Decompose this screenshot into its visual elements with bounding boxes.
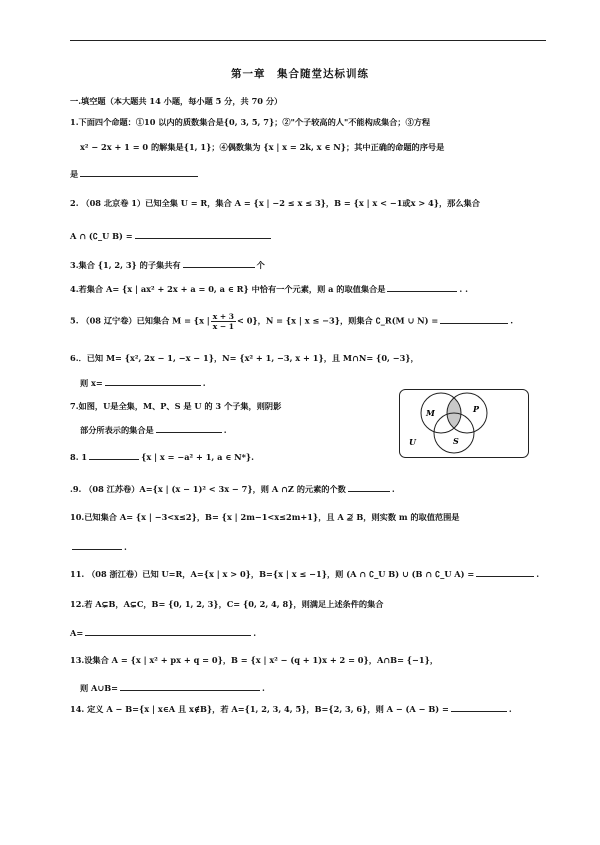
- answer-blank-11[interactable]: [476, 567, 534, 577]
- question-13-line-1: 13.设集合 A = {x | x² + px + q = 0}，B = {x | x² − (q + 1)x + 2 = 0}，A∩B= {−1}，: [70, 655, 439, 665]
- answer-blank-6[interactable]: [105, 376, 201, 386]
- answer-blank-7[interactable]: [156, 423, 222, 433]
- question-7-line-1: 7.如图，U是全集，M、P、S 是 U 的 3 个子集，则阴影: [70, 401, 282, 411]
- answer-blank-14[interactable]: [451, 702, 507, 712]
- question-5: 5. （08 辽宁卷）已知集合 M = {x | $\frac{x + 3}{x - 1}$ < 0}，N = {x | x ≤ −3}，则集合 ∁_R(M ∪ N) = .: [70, 312, 514, 331]
- answer-blank-13[interactable]: [120, 681, 260, 691]
- venn-label-m: M: [426, 408, 435, 418]
- question-2-line-2: [70, 229, 273, 242]
- answer-blank-12[interactable]: [85, 626, 251, 636]
- question-1-line-1: 1.下面四个命题：①10 以内的质数集合是{0, 3, 5, 7}；②"个子较高的人"不能构成集合；③方程: [70, 117, 431, 127]
- fraction-denominator: x − 1: [212, 322, 234, 331]
- answer-blank-2[interactable]: [135, 229, 271, 239]
- question-7-tail: 部分所表示的集合是: [80, 425, 154, 435]
- question-5-text-b: < 0}，N = {x | x ≤ −3}，则集合 ∁_R(M ∪ N) =: [236, 315, 439, 326]
- question-14: 14. 定义 A − B={x | x∈A 且 x∉B}，若 A={1, 2, 3, 4, 5}，B={2, 3, 6}，则 A − (A − B) = .: [70, 704, 512, 714]
- header-rule: [70, 40, 546, 41]
- question-13-line-2: 则 A∪B= .: [80, 683, 265, 693]
- answer-blank-4[interactable]: [387, 282, 457, 292]
- question-1-tail: 是: [70, 169, 79, 179]
- page-title: 第一章 集合随堂达标训练: [231, 68, 369, 80]
- question-11: 11. （08 浙江卷）已知 U=R，A={x | x > 0}，B={x | x ≤ −1}，则 (A ∩ ∁_U B) ∪ (B ∩ ∁_U A) = .: [70, 569, 540, 579]
- question-9: [70, 482, 395, 495]
- venn-diagram: [399, 389, 529, 458]
- question-4: 4.若集合 A= {x | ax² + 2x + a = 0, a ∈ R} 中恰有一个元素，则 a 的取值集合是 . .: [70, 284, 468, 294]
- question-13-tail: 则 A∪B=: [80, 683, 119, 693]
- answer-blank-10[interactable]: [72, 540, 122, 550]
- question-3-text: 3.集合 {1, 2, 3} 的子集共有: [70, 260, 181, 270]
- venn-label-u: U: [409, 437, 416, 447]
- question-12-line-1: 12.若 A⊊B，A⊊C，B= {0, 1, 2, 3}，C= {0, 2, 4, 8}，则满足上述条件的集合: [70, 599, 384, 609]
- question-1-line-2: x² − 2x + 1 = 0 的解集是{1, 1}；④偶数集为 {x | x = 2k, x ∈ N}；其中正确的命题的序号是: [80, 142, 445, 152]
- question-9-end: .: [391, 484, 395, 494]
- question-8-num: 8. 1: [70, 452, 88, 462]
- question-6-line-2: 则 x= .: [80, 378, 206, 388]
- question-11-text: 11. （08 浙江卷）已知 U=R，A={x | x > 0}，B={x | x ≤ −1}，则 (A ∩ ∁_U B) ∪ (B ∩ ∁_U A) =: [70, 569, 475, 579]
- section-heading: 一.填空题（本大题共 14 小题，每小题 5 分，共 70 分）: [70, 96, 283, 106]
- question-12-line-2: A= .: [70, 628, 257, 638]
- answer-blank-3[interactable]: [183, 258, 255, 268]
- answer-blank-5[interactable]: [440, 314, 508, 324]
- venn-label-p: P: [473, 404, 480, 414]
- question-3-unit: 个: [256, 260, 265, 270]
- question-5-fraction: [211, 312, 236, 331]
- question-10-line-2: [70, 540, 127, 553]
- question-2-expr: A ∩ (∁_U B) =: [70, 231, 133, 241]
- fraction-numerator: x + 3: [212, 312, 234, 321]
- venn-label-s: S: [453, 436, 459, 446]
- universal-set-box: [400, 390, 529, 458]
- question-6-line-1: 6.．已知 M= {x², 2x − 1, −x − 1}，N= {x² + 1, −3, x + 1}，且 M∩N= {0, −3}，: [70, 353, 419, 363]
- question-4-text: 4.若集合 A= {x | ax² + 2x + a = 0, a ∈ R} 中恰有一个元素，则 a 的取值集合是: [70, 284, 386, 294]
- question-7-line-2: 部分所表示的集合是 .: [80, 425, 227, 435]
- answer-blank-1[interactable]: [80, 167, 198, 177]
- question-1-line-3: [70, 167, 200, 180]
- question-14-text: 14. 定义 A − B={x | x∈A 且 x∉B}，若 A={1, 2, 3, 4, 5}，B={2, 3, 6}，则 A − (A − B) =: [70, 704, 449, 714]
- question-10-line-1: 10.已知集合 A= {x | −3<x≤2}，B= {x | 2m−1<x≤2m+1}，且 A ⊉ B，则实数 m 的取值范围是: [70, 512, 460, 522]
- question-8-text: {x | x = −a² + 1, a ∈ N*}.: [141, 452, 255, 462]
- question-12-tail: A=: [70, 628, 84, 638]
- question-10-end: .: [124, 542, 127, 552]
- answer-blank-9[interactable]: [348, 482, 390, 492]
- question-2-line-1: 2. （08 北京卷 1）已知全集 U = R，集合 A = {x | −2 ≤ x ≤ 3}，B = {x | x < −1或x > 4}，那么集合: [70, 198, 480, 208]
- question-9-text: .9. （08 江苏卷）A={x | (x − 1)² < 3x − 7}，则 A ∩Z 的元素的个数: [70, 484, 346, 494]
- question-8: [70, 450, 254, 463]
- question-5-text-a: 5. （08 辽宁卷）已知集合 M = {x |: [70, 315, 210, 326]
- answer-blank-8[interactable]: [89, 450, 139, 460]
- question-6-tail: 则 x=: [80, 378, 103, 388]
- question-3: [70, 258, 265, 271]
